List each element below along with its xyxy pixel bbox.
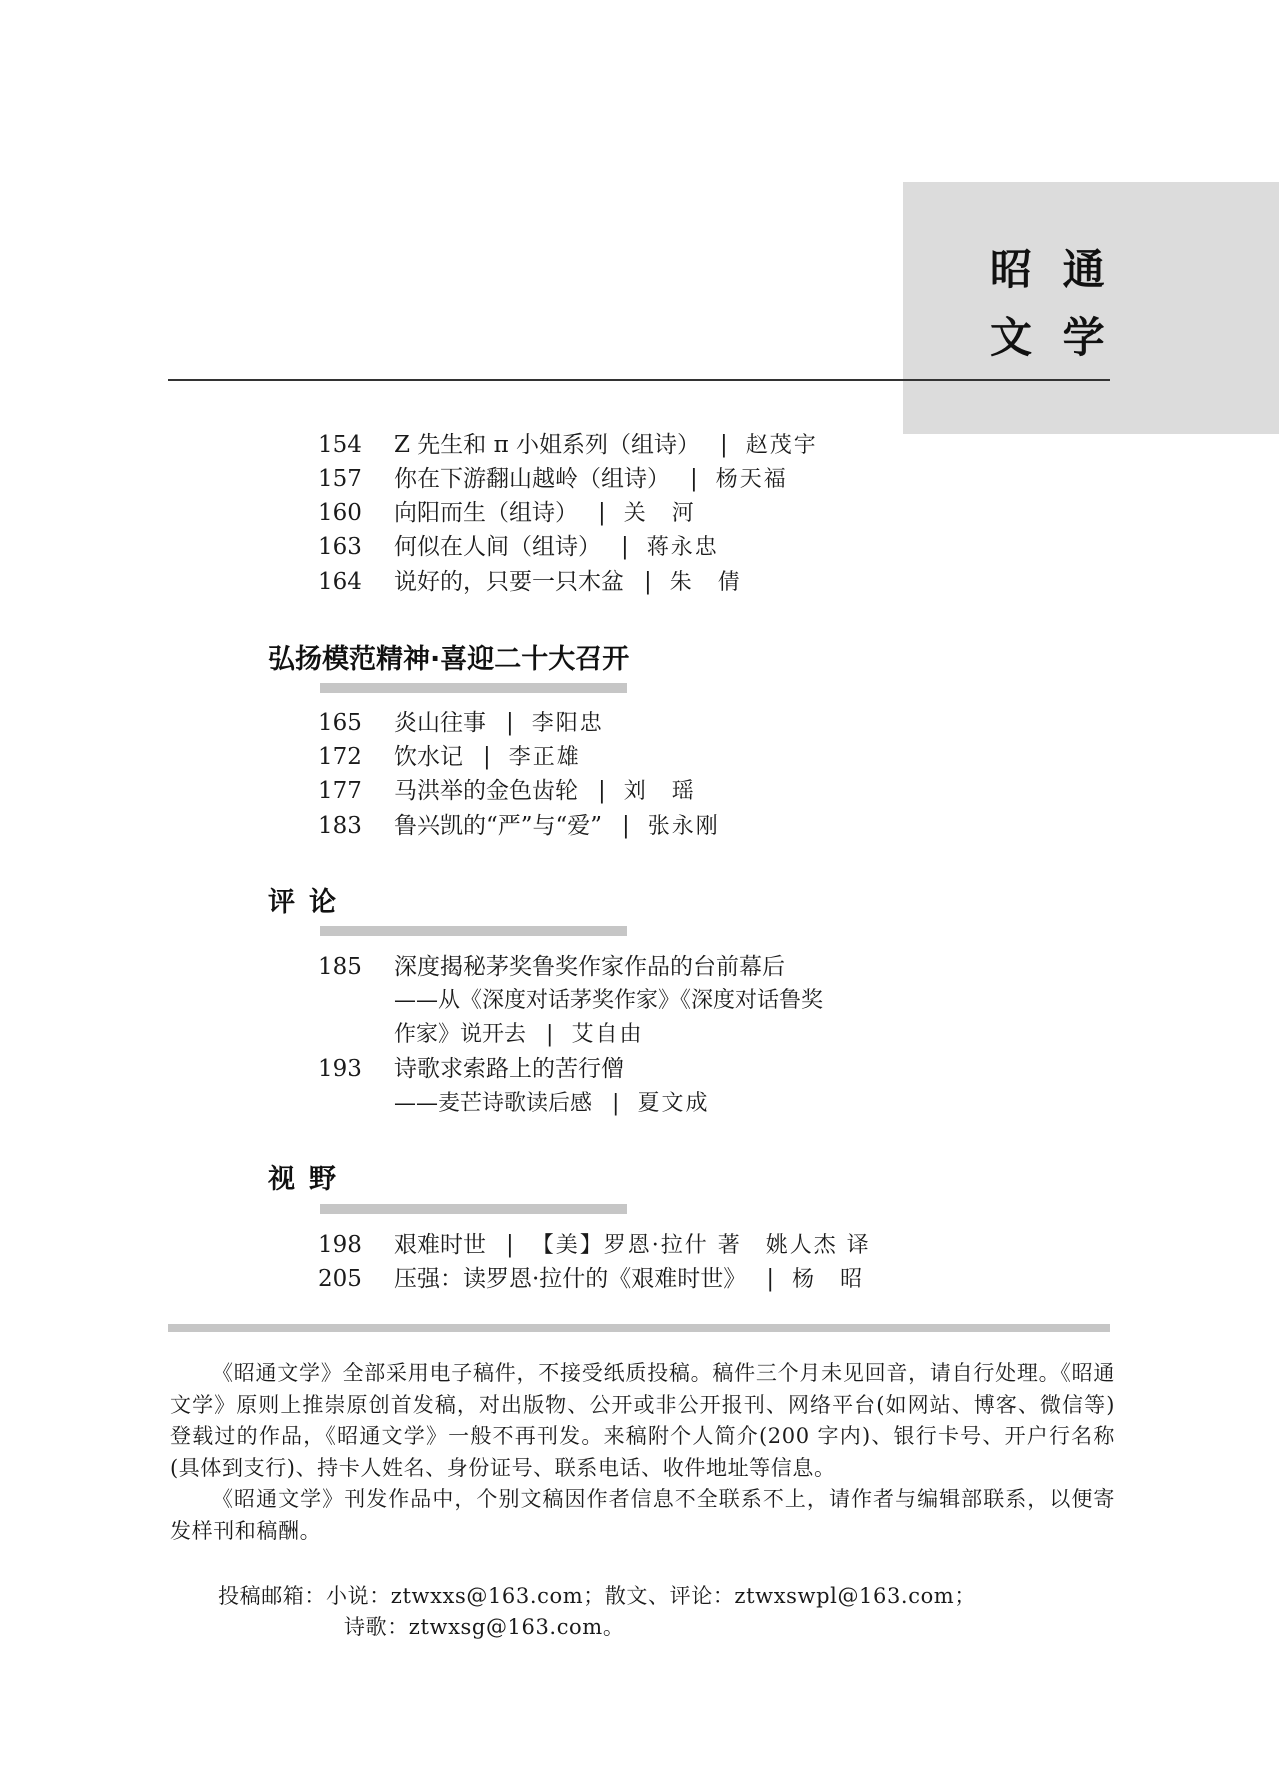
section-bar (320, 1204, 627, 1214)
page-number: 205 (318, 1266, 362, 1292)
entry-title: 炎山往事 (394, 710, 486, 736)
entry-title: 艰难时世 (394, 1232, 486, 1258)
toc-entry[interactable] (318, 1230, 871, 1261)
toc-entry[interactable] (318, 811, 720, 842)
toc-entry[interactable] (318, 498, 696, 529)
page-number: 177 (318, 778, 362, 804)
entry-title: 说好的，只要一只木盆 (394, 569, 624, 595)
entry-title: 诗歌求索路上的苦行僧 (394, 1056, 624, 1082)
page-number: 185 (318, 954, 362, 980)
separator: | (483, 744, 491, 770)
page-number: 163 (318, 534, 362, 560)
separator: | (546, 1022, 554, 1047)
entry-title: 鲁兴凯的“严”与“爱” (394, 813, 603, 839)
entry-author: 赵茂宇 (745, 433, 818, 458)
page-number: 154 (318, 432, 362, 458)
submission-notice (170, 1358, 1115, 1547)
entry-author: 张永刚 (647, 814, 720, 839)
page-number: 160 (318, 500, 362, 526)
separator: | (644, 569, 652, 595)
entry-title: 深度揭秘茅奖鲁奖作家作品的台前幕后 (394, 954, 785, 980)
toc-entry[interactable] (318, 742, 581, 773)
separator: | (720, 432, 728, 458)
toc-entry[interactable] (318, 952, 785, 982)
entry-title: 何似在人间（组诗） (394, 534, 601, 560)
separator: | (766, 1266, 775, 1292)
entry-title: 你在下游翻山越岭（组诗） (394, 466, 670, 492)
toc-entry[interactable] (318, 1264, 864, 1295)
entry-author: 杨 昭 (792, 1267, 865, 1292)
section-heading-view: 视野 (268, 1164, 350, 1195)
entry-author: 刘 瑶 (623, 779, 696, 804)
section-heading-review: 评论 (268, 887, 350, 918)
entry-title: 向阳而生（组诗） (394, 500, 578, 526)
page-number: 172 (318, 744, 362, 770)
entry-author: 李阳忠 (531, 711, 604, 736)
entry-title: 饮水记 (394, 744, 463, 770)
page-number: 164 (318, 569, 362, 595)
magazine-title-line2: 文 学 (990, 313, 1113, 362)
toc-entry[interactable] (318, 464, 788, 495)
toc-entry[interactable] (318, 430, 818, 461)
entry-title: 压强：读罗恩·拉什的《艰难时世》 (394, 1266, 747, 1292)
page-number: 165 (318, 710, 362, 736)
entry-author: 夏文成 (637, 1091, 710, 1116)
entry-subtitle-cont (394, 1020, 643, 1050)
section-bar (320, 683, 627, 693)
page-number: 157 (318, 466, 362, 492)
entry-author: 艾自由 (571, 1022, 644, 1047)
toc-entry[interactable] (318, 776, 696, 807)
entry-author: 关 河 (623, 501, 696, 526)
toc-entry[interactable] (318, 1054, 624, 1084)
entry-subtitle: 作家》说开去 (394, 1022, 527, 1047)
entry-author: 【美】罗恩·拉什 著 姚人杰 译 (531, 1233, 871, 1258)
separator: | (621, 534, 629, 560)
page-number: 183 (318, 813, 362, 839)
toc-entry[interactable] (318, 532, 719, 563)
page-number: 193 (318, 1056, 362, 1082)
separator: | (690, 466, 698, 492)
submission-email-line: 诗歌：ztwxsg@163.com。 (344, 1615, 625, 1639)
entry-subtitle-cont (394, 1089, 709, 1119)
separator: | (506, 710, 514, 736)
separator: | (598, 500, 606, 526)
magazine-title (990, 236, 1113, 372)
section-bar (320, 926, 627, 936)
notice-paragraph: 《昭通文学》全部采用电子稿件，不接受纸质投稿。稿件三个月未见回音，请自行处理。《昭通文学》原则上推崇原创首发稿，对出版物、公开或非公开报刊、网络平台(如网站、博客、微信等)登载过的作品，《昭通文学》一般不再刊发。来稿附个人简介(200 字内)、银行卡号、开户行名称(具体到支行)、持卡人姓名、身份证号、联系电话、收件地址等信息。 (170, 1361, 1115, 1480)
separator: | (622, 813, 630, 839)
bottom-rule (168, 1324, 1110, 1332)
page-number: 198 (318, 1232, 362, 1258)
entry-author: 蒋永忠 (646, 535, 719, 560)
separator: | (598, 778, 606, 804)
notice-paragraph: 《昭通文学》刊发作品中，个别文稿因作者信息不全联系不上，请作者与编辑部联系，以便寄发样刊和稿酬。 (170, 1487, 1115, 1543)
top-rule (168, 379, 1110, 381)
toc-entry[interactable] (318, 567, 742, 598)
entry-subtitle: ——从《深度对话茅奖作家》《深度对话鲁奖 (394, 988, 824, 1013)
entry-title: Z 先生和 π 小姐系列（组诗） (394, 432, 701, 458)
separator: | (612, 1091, 620, 1116)
entry-title: 马洪举的金色齿轮 (394, 778, 578, 804)
entry-author: 杨天福 (715, 467, 788, 492)
toc-entry[interactable] (318, 708, 604, 739)
separator: | (506, 1232, 514, 1258)
magazine-title-line1: 昭 通 (990, 245, 1113, 294)
entry-author: 李正雄 (508, 745, 581, 770)
entry-author: 朱 倩 (669, 570, 742, 595)
section-heading-model: 弘扬模范精神·喜迎二十大召开 (268, 644, 630, 675)
submission-email-line: 投稿邮箱：小说：ztwxxs@163.com；散文、评论：ztwxswpl@163.com； (218, 1584, 976, 1608)
entry-subtitle: ——麦芒诗歌读后感 (394, 1091, 593, 1116)
